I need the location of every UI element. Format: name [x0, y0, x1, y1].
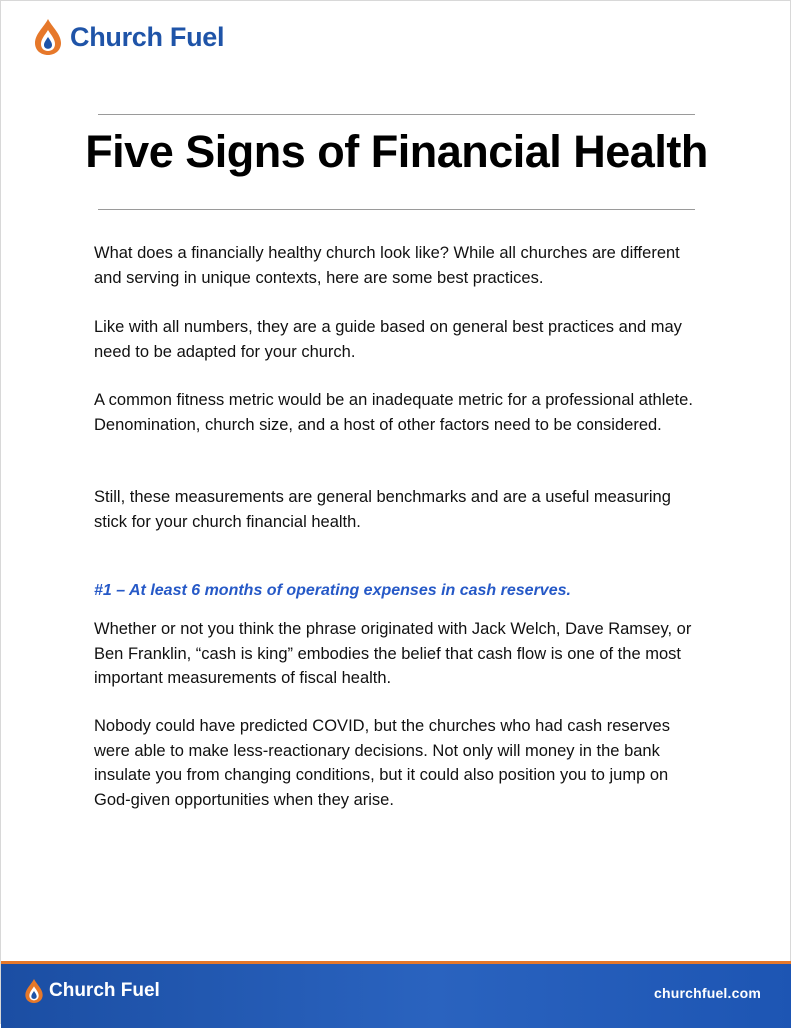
footer-logo[interactable] — [24, 978, 160, 1004]
intro-paragraph-1: What does a financially healthy church look like? While all churches are different and serving in unique contexts, here are some best practices. — [94, 244, 680, 287]
intro-paragraph-2: Like with all numbers, they are a guide based on general best practices and may need to be adapted for your church. — [94, 318, 682, 361]
flame-drop-icon — [24, 978, 44, 1004]
header-logo-text: Church Fuel — [70, 21, 225, 52]
section-1-paragraph-2: Nobody could have predicted COVID, but the churches who had cash reserves were able to make less-reactionary decisions. Not only will money in the bank insulate you from changing conditions, but it could also position you to jump on God-given opportunities when they arise. — [94, 717, 670, 809]
intro-paragraph-4: Still, these measurements are general benchmarks and are a useful measuring stick for your church financial health. — [94, 488, 671, 531]
header-logo[interactable] — [33, 17, 224, 57]
page-title: Five Signs of Financial Health — [85, 126, 708, 177]
flame-drop-icon — [33, 18, 63, 56]
section-1-paragraph-1: Whether or not you think the phrase originated with Jack Welch, Dave Ramsey, or Ben Franklin, “cash is king” embodies the belief that cash flow is one of the most important measurements of fiscal health. — [94, 620, 692, 687]
footer-url-link[interactable]: churchfuel.com — [653, 985, 761, 1001]
title-rule-top — [98, 114, 695, 115]
title-rule-bottom — [98, 209, 695, 210]
section-1-heading: #1 – At least 6 months of operating expenses in cash reserves. — [94, 582, 571, 599]
footer-bar — [1, 961, 791, 1028]
intro-paragraph-3: A common fitness metric would be an inadequate metric for a professional athlete. Denomination, church size, and a host of other factors need to be considered. — [94, 391, 693, 434]
footer-logo-text: Church Fuel — [49, 980, 160, 1001]
